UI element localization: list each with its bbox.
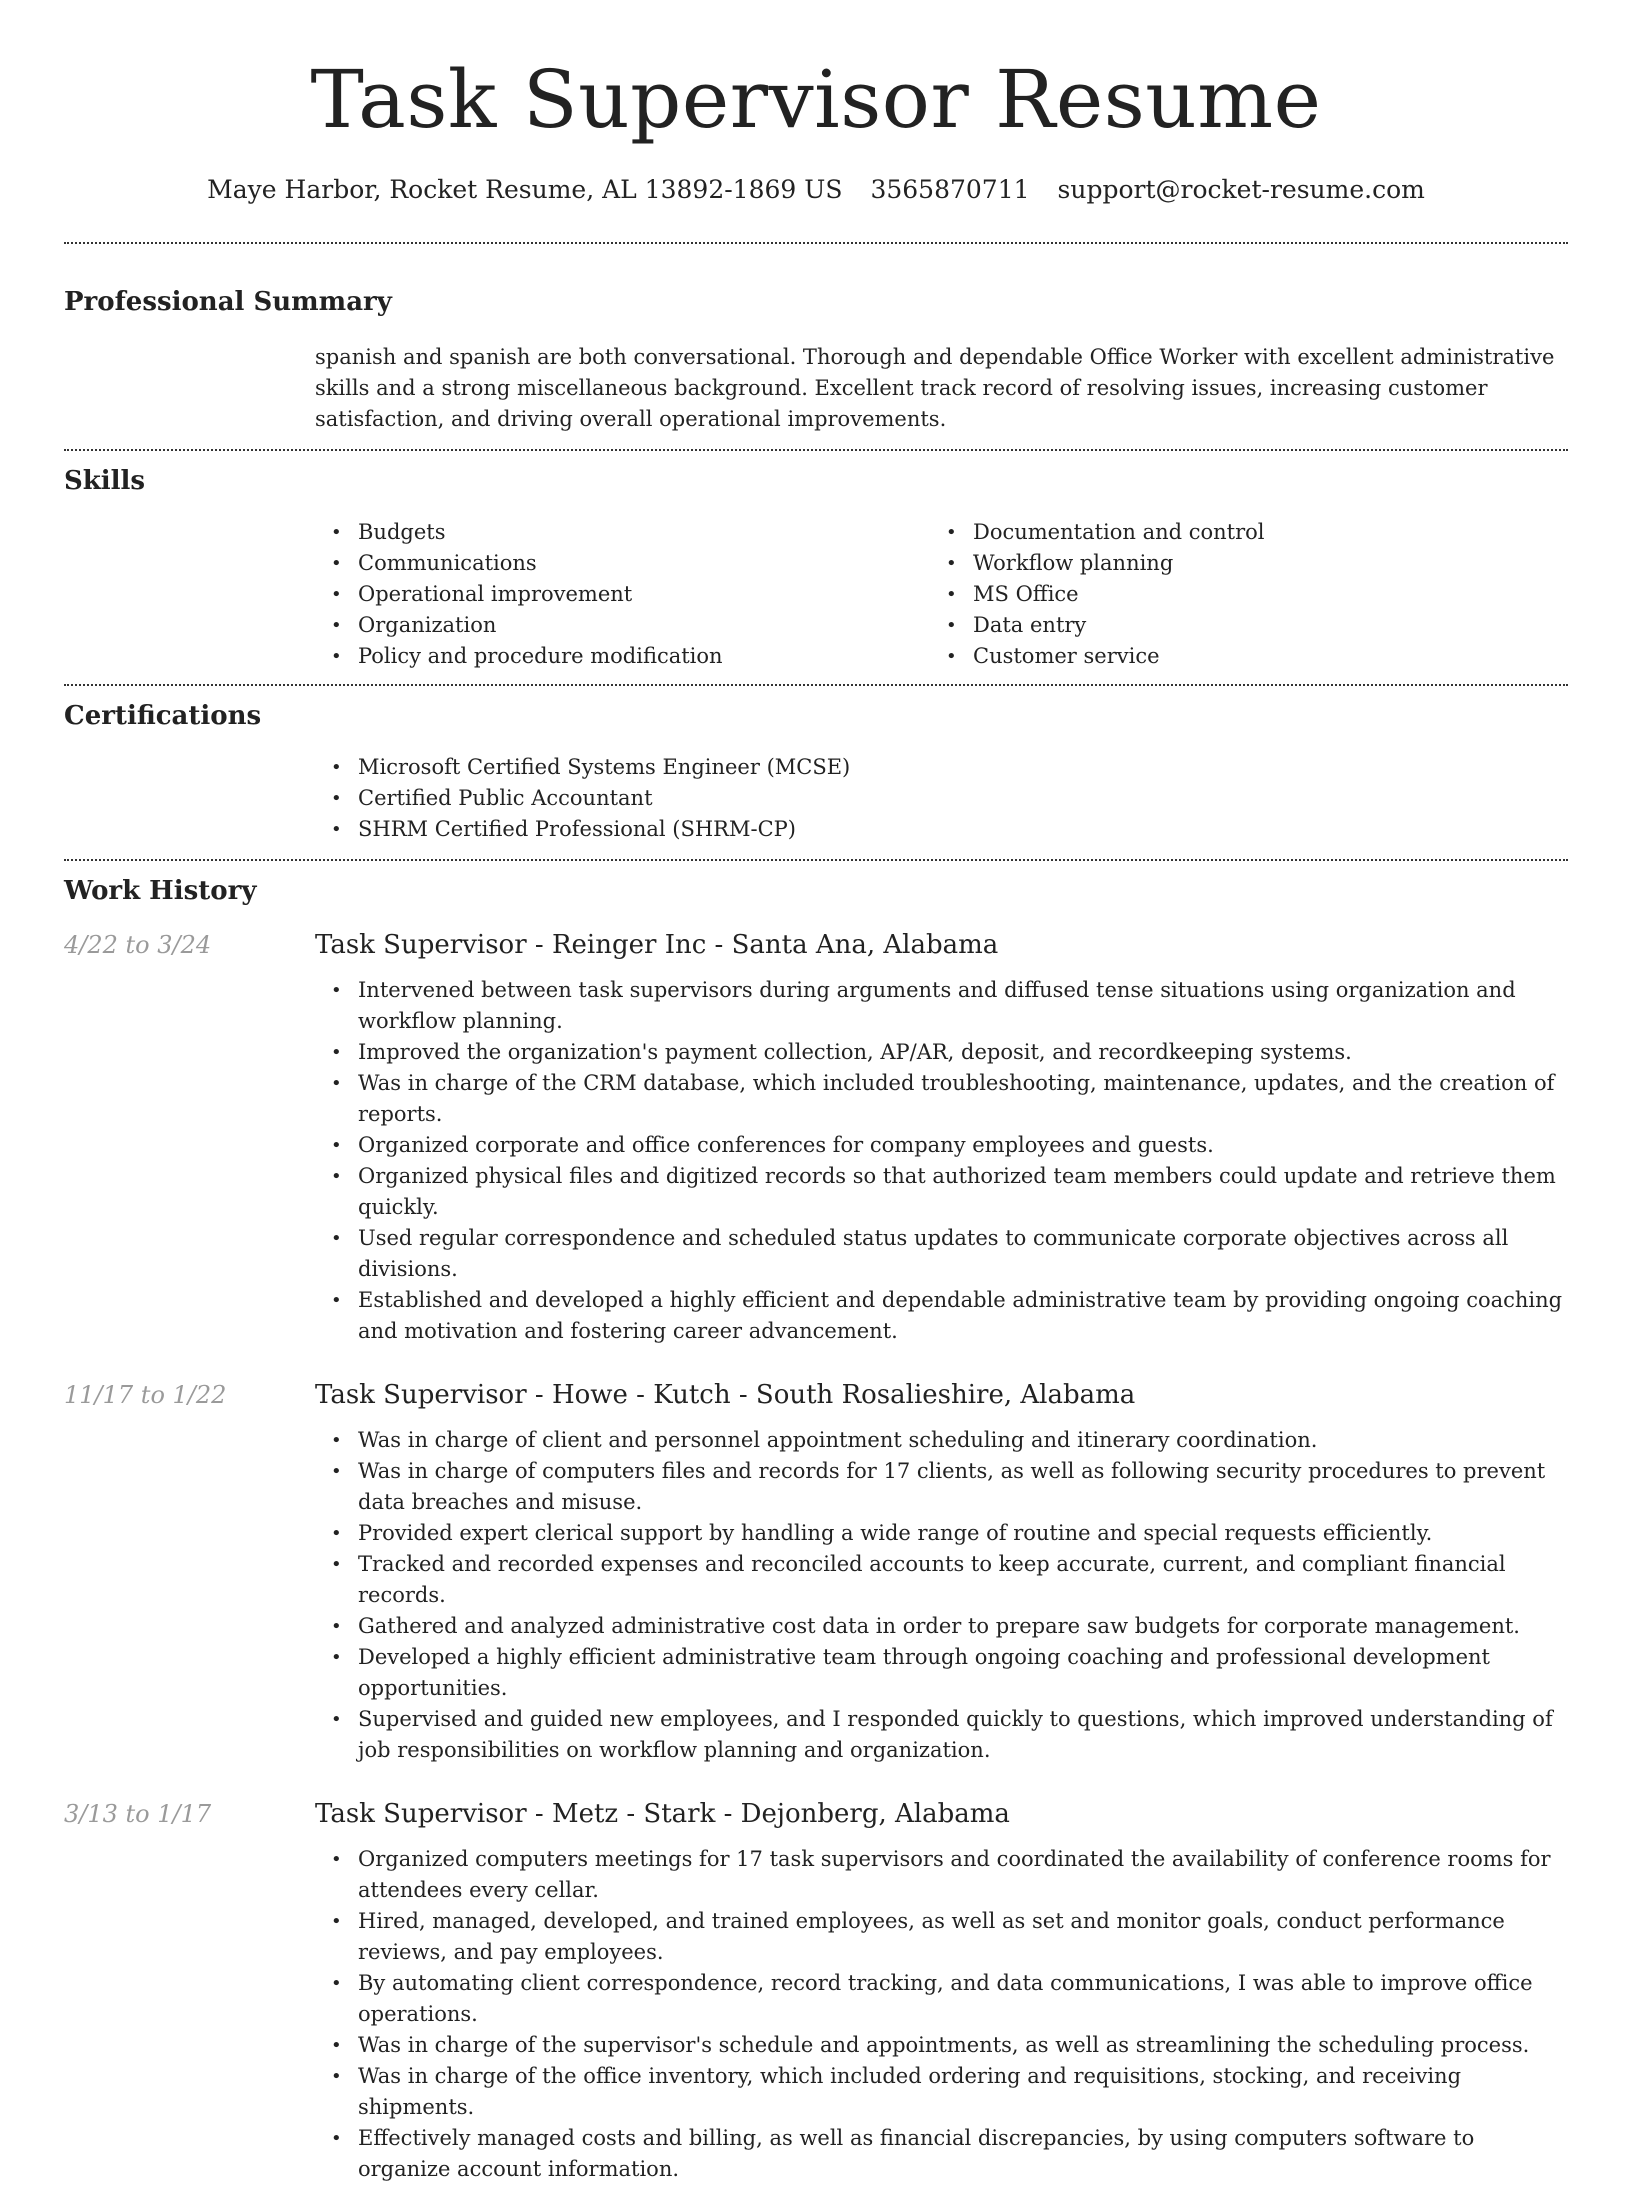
job-dates: 11/17 to 1/22 [64, 1381, 227, 1409]
job-bullet: • Hired, managed, developed, and trained employees, as well as set and monitor goals, conduct performance reviews, and pay employees. [315, 1906, 1568, 1968]
contact-line [64, 172, 1568, 208]
skill-item: • Data entry [930, 610, 1545, 641]
job-bullet: • Was in charge of the supervisor's schedule and appointments, as well as streamlining the scheduling process. [315, 2030, 1568, 2061]
job-title: Task Supervisor - Howe - Kutch - South Rosalieshire, Alabama [315, 1380, 1136, 1410]
summary-text: spanish and spanish are both conversational. Thorough and dependable Office Worker with excellent administrative skills and a strong miscellaneous background. Excellent track record of resolving issues, increasing customer satisfaction, and driving overall operational improvements. [315, 345, 1555, 431]
skills-columns [315, 517, 1568, 684]
skill-item: • Budgets [315, 517, 930, 548]
skill-item: • Organization [315, 610, 930, 641]
job-bullet: • Was in charge of the office inventory, which included ordering and requisitions, stocking, and receiving shipments. [315, 2061, 1568, 2123]
contact-email: support@rocket-resume.com [1057, 175, 1425, 204]
resume-page [64, 0, 1568, 2185]
job-title: Task Supervisor - Reinger Inc - Santa Ana, Alabama [315, 930, 999, 960]
certification-item: • Microsoft Certified Systems Engineer (MCSE) [315, 752, 1568, 783]
job-bullet: • Organized corporate and office conferences for company employees and guests. [315, 1130, 1568, 1161]
certification-item: • Certified Public Accountant [315, 783, 1568, 814]
work-history-section [64, 861, 1568, 2185]
job-bullet: • Organized physical files and digitized records so that authorized team members could update and retrieve them quickly. [315, 1161, 1568, 1223]
job-bullets [315, 975, 1568, 1347]
certifications-heading: Certifications [64, 701, 262, 731]
job-dates: 3/13 to 1/17 [64, 1800, 212, 1828]
job-bullet: • Organized computers meetings for 17 task supervisors and coordinated the availability of conference rooms for attendees every cellar. [315, 1844, 1568, 1906]
skills-heading: Skills [64, 466, 146, 496]
job-entry [64, 1796, 1568, 2185]
job-bullet: • Tracked and recorded expenses and reconciled accounts to keep accurate, current, and compliant financial records. [315, 1549, 1568, 1611]
work-history-heading: Work History [64, 876, 257, 906]
skill-item: • Operational improvement [315, 579, 930, 610]
job-bullet: • Developed a highly efficient administrative team through ongoing coaching and professional development opportunities. [315, 1642, 1568, 1704]
resume-title: Task Supervisor Resume [310, 53, 1322, 146]
skill-item: • Policy and procedure modification [315, 641, 930, 672]
skill-item: • Customer service [930, 641, 1545, 672]
skills-list-right [930, 517, 1545, 672]
job-title: Task Supervisor - Metz - Stark - Dejonberg, Alabama [315, 1799, 1010, 1829]
job-body [315, 1377, 1568, 1766]
skill-item: • Workflow planning [930, 548, 1545, 579]
job-body [315, 1796, 1568, 2185]
contact-phone: 3565870711 [870, 175, 1030, 204]
job-dates: 4/22 to 3/24 [64, 931, 212, 959]
skills-section [64, 451, 1568, 684]
contact-address: Maye Harbor, Rocket Resume, AL 13892-1869 US [207, 175, 843, 204]
job-bullet: • Established and developed a highly efficient and dependable administrative team by providing ongoing coaching and motivation and fostering career advancement. [315, 1285, 1568, 1347]
skill-item: • Documentation and control [930, 517, 1545, 548]
job-body [315, 927, 1568, 1347]
job-bullet: • Effectively managed costs and billing, as well as financial discrepancies, by using computers software to organize account information. [315, 2123, 1568, 2185]
job-bullet: • Intervened between task supervisors during arguments and diffused tense situations using organization and workflow planning. [315, 975, 1568, 1037]
certification-item: • SHRM Certified Professional (SHRM-CP) [315, 814, 1568, 845]
job-entry [64, 927, 1568, 1347]
summary-section [64, 244, 1568, 449]
job-entry [64, 1377, 1568, 1766]
job-bullet: • Provided expert clerical support by handling a wide range of routine and special requests efficiently. [315, 1518, 1568, 1549]
job-bullet: • Was in charge of client and personnel appointment scheduling and itinerary coordination. [315, 1425, 1568, 1456]
certifications-list [315, 752, 1568, 859]
job-bullets [315, 1844, 1568, 2185]
skill-item: • Communications [315, 548, 930, 579]
job-bullet: • Supervised and guided new employees, and I responded quickly to questions, which improved understanding of job responsibilities on workflow planning and organization. [315, 1704, 1568, 1766]
summary-heading: Professional Summary [64, 287, 392, 317]
skills-list-left [315, 517, 930, 672]
job-bullet: • Was in charge of computers files and records for 17 clients, as well as following security procedures to prevent data breaches and misuse. [315, 1456, 1568, 1518]
job-bullet: • Improved the organization's payment collection, AP/AR, deposit, and recordkeeping systems. [315, 1037, 1568, 1068]
job-bullet: • Gathered and analyzed administrative cost data in order to prepare saw budgets for corporate management. [315, 1611, 1568, 1642]
certifications-section [64, 686, 1568, 859]
job-bullets [315, 1425, 1568, 1766]
job-bullet: • Used regular correspondence and scheduled status updates to communicate corporate objectives across all divisions. [315, 1223, 1568, 1285]
job-bullet: • Was in charge of the CRM database, which included troubleshooting, maintenance, updates, and the creation of reports. [315, 1068, 1568, 1130]
skill-item: • MS Office [930, 579, 1545, 610]
job-bullet: • By automating client correspondence, record tracking, and data communications, I was able to improve office operations. [315, 1968, 1568, 2030]
